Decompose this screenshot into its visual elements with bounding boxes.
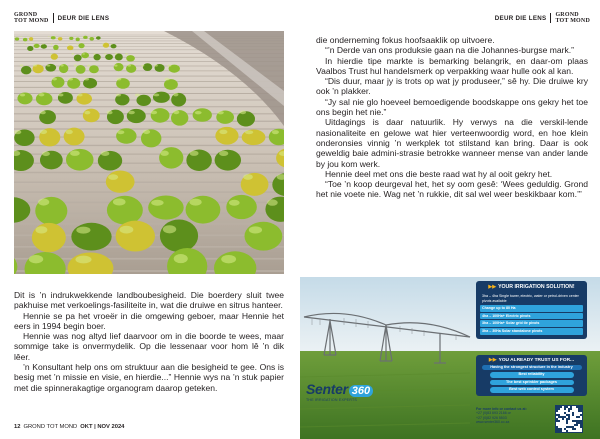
lemons-conveyor-photo <box>14 31 284 274</box>
lemon <box>58 37 63 40</box>
lemon <box>81 52 89 58</box>
folio <box>14 424 124 430</box>
ad-trust-headline: ▶▶ YOU ALREADY TRUST US FOR... <box>488 357 575 363</box>
lemon <box>74 55 82 62</box>
brand-tagline: THE IRRIGATION EXPERTS <box>306 398 357 402</box>
trust-item: The best sprinkler packages <box>490 380 574 385</box>
header-divider <box>550 13 551 23</box>
lemon <box>89 37 94 41</box>
magazine-logo: GROND TOT MOND <box>555 12 590 24</box>
header-divider <box>53 13 54 23</box>
lemon <box>71 223 111 251</box>
lemon <box>107 196 143 225</box>
paragraph: Hennie se pa het vroeër in die omgewing geboer, maar Hennie het eers in 1994 begin boer. <box>14 310 284 331</box>
paragraph: “Jy sal nie glo hoeveel bemoedigende boodskappe ons gekry het toe ons begin het nie.” <box>316 96 588 118</box>
lemon <box>245 222 283 251</box>
lemon <box>27 46 33 51</box>
lemon <box>215 127 238 145</box>
irrigation-advertisement <box>300 277 600 439</box>
lemon <box>186 196 221 224</box>
lemon <box>106 171 135 193</box>
trust-item: Best reliability <box>490 372 574 377</box>
lemon <box>21 66 32 75</box>
list-item: 3ha – 100Ha+ Solar grid tie pivots <box>480 320 583 327</box>
lemon <box>83 109 100 123</box>
page-number: 12 <box>14 424 21 430</box>
contact-phone: +27 (0)82 926 5503 <box>476 415 507 420</box>
lemon <box>66 149 94 171</box>
paragraph: Hennie was nog altyd lief daarvoor om in die boorde te wees, maar sommige take is onvermydelik. Op die lessenaar voor hom lê ’n dik lêer. <box>14 331 284 362</box>
brand-number: 360 <box>349 385 373 397</box>
lemon <box>153 92 170 103</box>
chevron-right-icon: ▶▶ <box>488 357 497 363</box>
lemon <box>17 92 32 104</box>
lemon <box>23 38 27 41</box>
lemon <box>76 38 80 42</box>
issue-date: OKT | NOV 2024 <box>80 424 125 430</box>
lemon <box>105 54 113 60</box>
right-body-text <box>316 35 588 200</box>
paragraph: “Dis duur, maar jy is trots op wat jy produseer,” sê hy. Die druiwe kry ook ’n plakker. <box>316 76 588 97</box>
lemon <box>127 109 146 123</box>
lemon <box>136 95 151 106</box>
paragraph: “Toe ’n koop deurgeval het, het sy oom gesê: ‘Wees geduldig. Grond het nie voete nie. Wag net ’n rukkie, dit sal wel weer beskikbaar kom.’” <box>316 179 588 200</box>
photo-illustration <box>14 31 284 274</box>
lemon <box>103 43 109 48</box>
lemon <box>29 37 33 41</box>
lemon <box>41 44 47 49</box>
left-body-text <box>14 290 284 393</box>
paragraph: “’n Derde van ons produksie gaan na die Johannes-burgse mark.” <box>325 45 574 56</box>
lemon <box>15 37 19 40</box>
paragraph: ’n Konsultant help ons om struktuur aan die besigheid te gee. Ons is besig met ’n missie en visie, en hierdie...” Hennie wys na ’n stuk papier met die spinnerakagtige organogram daarop geteken. <box>14 362 284 393</box>
trust-item: Best web control system <box>490 387 574 392</box>
qr-code-icon[interactable] <box>555 405 583 433</box>
lemon <box>151 108 170 123</box>
lemon <box>78 43 84 48</box>
left-running-header <box>14 12 109 24</box>
brand-logo <box>306 381 373 402</box>
contact-lead: For more info or contact us at: <box>476 407 527 411</box>
lemon <box>114 63 124 71</box>
ad-headline: ▶▶ YOUR IRRIGATION SOLUTION! <box>488 284 575 290</box>
list-item: 4ha – 100Ha+ Electric pivots <box>480 313 583 320</box>
lemon <box>32 223 66 252</box>
paragraph: die onderneming fokus hoofsaaklik op uitvoere. <box>316 35 495 45</box>
section-title: DEUR DIE LENS <box>494 14 547 22</box>
ad-contact <box>476 407 527 425</box>
trust-item: Having the strongest structure in the industry <box>482 365 582 370</box>
lemon <box>159 147 183 168</box>
lemon <box>148 195 184 219</box>
right-running-header <box>495 12 590 24</box>
lemon <box>69 37 73 40</box>
lemon <box>237 111 255 126</box>
brand-name: Senter <box>306 381 348 397</box>
lemon <box>164 79 178 90</box>
lemon <box>83 36 88 39</box>
contact-website[interactable]: www.senter360.co.za <box>476 420 510 425</box>
paragraph: Hennie deel met ons die beste raad wat hy al ooit gekry het. <box>325 168 553 179</box>
lemon <box>53 45 59 50</box>
lemon <box>116 221 155 252</box>
paragraph: In hierdie tipe markte is bemarking belangrik, en daar-om plaas Vaalbos Trust hul handelsmerk op verpakking waar hulle ook al kan. <box>316 55 588 76</box>
chevron-right-icon: ▶▶ <box>488 284 497 290</box>
ad-trust-panel <box>476 355 587 396</box>
paragraph: Uitdagings is daar natuurlik. Hy verwys na die verskil-lende nasionaliteite en gelowe wat hier verteenwoordig word, en hoe klein onderonsies vinnig ’n werkplek tot stilstand kan bring. Daar is ook geweldig baie admini-strasie betrokke wanneer mense van ander lande by jou kom werk. <box>316 117 588 169</box>
lemon <box>89 65 99 73</box>
list-item: 3ha – 30Ha Solar standalone pivots <box>480 328 583 335</box>
magazine-logo: GROND TOT MOND <box>14 12 49 24</box>
lemon <box>126 55 135 61</box>
lemon <box>193 108 212 121</box>
lemon <box>160 219 198 252</box>
lemon <box>143 63 152 71</box>
list-item: Change up to 80 Ha <box>480 305 583 312</box>
paragraph: Dit is ’n indrukwekkende landboubesigheid. Die boerdery sluit twee pakhuise met verkoelings-fasiliteite in, wat die druiwe en sitrus hanteer. <box>14 290 284 311</box>
lemon <box>76 65 86 74</box>
ad-solution-panel <box>476 281 587 339</box>
contact-phone: +27 (0)83 693 2166 or <box>476 411 511 416</box>
lemon <box>226 195 257 219</box>
lemon <box>67 46 73 51</box>
magazine-name: GROND TOT MOND <box>23 424 78 430</box>
list-item: 3ha – 4ha Single tower, electric, water or petrol-driven center pivots available <box>482 294 579 303</box>
ad-feature-list <box>480 293 583 335</box>
lemon <box>93 54 100 61</box>
section-title: DEUR DIE LENS <box>57 14 110 22</box>
